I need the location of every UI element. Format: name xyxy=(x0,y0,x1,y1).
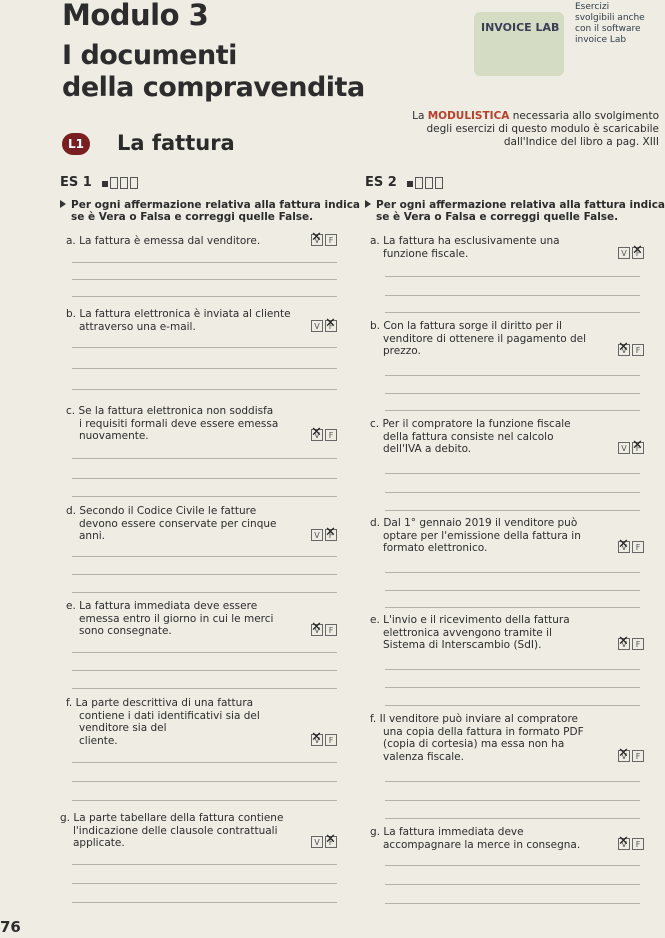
answer-line[interactable] xyxy=(385,865,640,866)
true-false-choice[interactable] xyxy=(311,529,337,541)
answer-line[interactable] xyxy=(72,368,337,369)
answer-line[interactable] xyxy=(385,800,640,801)
esercizi-line: invoice Lab xyxy=(575,35,627,45)
es2-item-text: accompagnare la merce in consegna. xyxy=(383,838,581,851)
modulistica-accent: MODULISTICA xyxy=(427,110,510,122)
es1-item-e xyxy=(66,600,338,638)
false-box[interactable]: F xyxy=(325,624,337,636)
true-false-choice[interactable] xyxy=(311,429,337,441)
es1-item-g xyxy=(60,812,338,850)
true-false-choice[interactable] xyxy=(618,638,644,650)
answer-line[interactable] xyxy=(72,458,337,459)
es2-item-text: della fattura consiste nel calcolo xyxy=(383,430,554,443)
true-false-choice[interactable] xyxy=(618,344,644,356)
answer-line[interactable] xyxy=(385,903,640,904)
es2-item-e xyxy=(370,614,645,652)
answer-line[interactable] xyxy=(385,312,640,313)
es1-item-text: sono consegnate. xyxy=(79,625,172,637)
es1-item-text: contiene i dati identificativi sia del xyxy=(79,709,260,722)
es2-label xyxy=(365,175,443,190)
true-box[interactable]: V ✕ xyxy=(311,624,323,636)
false-box[interactable]: F xyxy=(325,734,337,746)
triangle-icon xyxy=(365,200,371,208)
invoice-lab-logo: INVOICE LAB xyxy=(481,21,560,34)
true-box[interactable]: V ✕ xyxy=(311,234,323,246)
answer-line[interactable] xyxy=(72,556,337,557)
es2-item-text: b. Con la fattura sorge il diritto per il xyxy=(370,320,562,332)
true-false-choice[interactable] xyxy=(618,442,644,454)
es1-item-f xyxy=(66,697,338,747)
es2-item-text: d. Dal 1° gennaio 2019 il venditore può xyxy=(370,517,578,529)
true-false-choice[interactable] xyxy=(311,624,337,636)
es2-instruction-line2: se è Vera o Falsa e correggi quelle False. xyxy=(376,211,619,223)
answer-line[interactable] xyxy=(385,687,640,688)
true-false-choice[interactable] xyxy=(311,734,337,746)
answer-line[interactable] xyxy=(72,347,337,348)
esercizi-note xyxy=(575,2,665,46)
false-box[interactable]: F xyxy=(325,234,337,246)
es2-item-d xyxy=(370,517,645,555)
true-false-choice[interactable] xyxy=(311,836,337,848)
answer-line[interactable] xyxy=(385,607,640,608)
es1-item-d xyxy=(66,505,338,543)
es2-item-text: funzione fiscale. xyxy=(383,247,469,260)
true-box[interactable]: V ✕ xyxy=(618,638,630,650)
answer-line[interactable] xyxy=(385,669,640,670)
true-box[interactable]: V ✕ xyxy=(618,344,630,356)
es1-item-text: i requisiti formali deve essere emessa xyxy=(79,417,279,430)
answer-line[interactable] xyxy=(72,762,337,763)
true-box[interactable]: V xyxy=(618,442,630,454)
answer-line[interactable] xyxy=(72,262,337,263)
es2-item-text: venditore di ottenere il pagamento del xyxy=(383,332,587,345)
es2-item-g xyxy=(370,826,645,851)
answer-line[interactable] xyxy=(385,590,640,591)
false-box[interactable]: F ✕ xyxy=(632,247,644,259)
answer-line[interactable] xyxy=(72,389,337,390)
false-box[interactable]: F ✕ xyxy=(325,836,337,848)
es2-item-text: elettronica avvengono tramite il xyxy=(383,626,552,639)
false-box[interactable]: F xyxy=(632,344,644,356)
es2-item-text: optare per l'emissione della fattura in xyxy=(383,529,581,542)
answer-line[interactable] xyxy=(72,864,337,865)
intro-suffix: necessaria allo svolgimento xyxy=(509,110,659,122)
false-box[interactable]: F xyxy=(632,638,644,650)
es1-item-a xyxy=(66,235,338,248)
false-box[interactable]: F xyxy=(325,429,337,441)
answer-line[interactable] xyxy=(385,705,640,706)
es2-instruction-line1 xyxy=(365,199,665,211)
true-box[interactable]: V ✕ xyxy=(618,541,630,553)
answer-line[interactable] xyxy=(385,781,640,782)
es1-item-text: b. La fattura elettronica è inviata al cliente xyxy=(66,308,291,320)
answer-line[interactable] xyxy=(385,473,640,474)
answer-line[interactable] xyxy=(72,478,337,479)
es1-item-text: venditore sia del xyxy=(79,722,167,734)
answer-line[interactable] xyxy=(72,496,337,497)
es2-item-text: formato elettronico. xyxy=(383,542,488,554)
es1-instruction-text1: Per ogni affermazione relativa alla fattura indica xyxy=(71,199,361,211)
true-box[interactable]: V ✕ xyxy=(311,734,323,746)
answer-line[interactable] xyxy=(72,688,337,689)
section-title: La fattura xyxy=(117,131,235,155)
false-box[interactable]: F xyxy=(632,750,644,762)
es1-item-text: cliente. xyxy=(79,734,118,747)
es1-item-text: anni. xyxy=(79,530,105,542)
module-label: Modulo 3 xyxy=(62,0,209,32)
es2-item-a xyxy=(370,235,645,260)
es2-item-text: dell'IVA a debito. xyxy=(383,443,472,455)
es1-label-text: ES 1 xyxy=(60,175,92,190)
true-false-choice[interactable] xyxy=(618,541,644,553)
es2-item-c xyxy=(370,418,645,456)
es1-item-text: attraverso una e-mail. xyxy=(79,320,196,333)
answer-line[interactable] xyxy=(72,279,337,280)
es2-instruction xyxy=(365,199,665,223)
answer-line[interactable] xyxy=(385,276,640,277)
es1-item-c xyxy=(66,405,338,443)
answer-line[interactable] xyxy=(72,800,337,801)
false-box[interactable]: F xyxy=(632,541,644,553)
answer-line[interactable] xyxy=(385,884,640,885)
es2-item-f xyxy=(370,713,645,763)
es2-item-text: Sistema di Interscambio (SdI). xyxy=(383,639,542,651)
es2-item-b xyxy=(370,320,645,358)
esercizi-line: Esercizi xyxy=(575,2,610,12)
es2-instruction-text1: Per ogni affermazione relativa alla fattura indica xyxy=(376,199,665,211)
answer-line[interactable] xyxy=(385,572,640,573)
es1-item-text: nuovamente. xyxy=(79,430,149,442)
section-badge: L1 xyxy=(62,133,90,155)
page-number: 76 xyxy=(0,918,21,936)
answer-line[interactable] xyxy=(72,781,337,782)
es1-item-text: a. La fattura è emessa dal venditore. xyxy=(66,235,261,247)
difficulty-icon xyxy=(102,177,138,189)
es2-label-text: ES 2 xyxy=(365,175,397,190)
answer-line[interactable] xyxy=(72,670,337,671)
es1-item-b xyxy=(66,308,338,333)
false-box[interactable]: F xyxy=(632,838,644,850)
intro-line-1 xyxy=(364,110,659,123)
es1-label xyxy=(60,175,138,190)
true-box[interactable]: V xyxy=(618,247,630,259)
triangle-icon xyxy=(60,200,66,208)
difficulty-icon xyxy=(407,177,443,189)
answer-line[interactable] xyxy=(72,652,337,653)
es1-instruction xyxy=(60,199,360,223)
page-title-line2: della compravendita xyxy=(62,72,365,103)
es2-item-text: g. La fattura immediata deve xyxy=(370,826,524,838)
answer-line[interactable] xyxy=(385,375,640,376)
answer-line[interactable] xyxy=(385,492,640,493)
es1-item-text: f. La parte descrittiva di una fattura xyxy=(66,697,254,709)
true-box[interactable]: V xyxy=(311,836,323,848)
es2-item-text: f. Il venditore può inviare al compratore xyxy=(370,713,579,725)
es1-item-text: e. La fattura immediata deve essere xyxy=(66,600,258,612)
false-box[interactable]: F ✕ xyxy=(325,320,337,332)
es1-item-text: emessa entro il giorno in cui le merci xyxy=(79,612,274,625)
intro-line-2: degli esercizi di questo modulo è scaricabile xyxy=(426,123,659,135)
answer-line[interactable] xyxy=(385,510,640,511)
true-false-choice[interactable] xyxy=(618,247,644,259)
es2-item-text: prezzo. xyxy=(383,345,421,357)
es1-instruction-line2: se è Vera o Falsa e correggi quelle False. xyxy=(71,211,314,223)
true-false-choice[interactable] xyxy=(618,750,644,762)
es1-item-text: devono essere conservate per cinque xyxy=(79,517,277,530)
true-box[interactable]: V ✕ xyxy=(311,429,323,441)
es1-instruction-line1 xyxy=(60,199,360,211)
true-false-choice[interactable] xyxy=(311,320,337,332)
true-box[interactable]: V xyxy=(311,529,323,541)
answer-line[interactable] xyxy=(72,592,337,593)
es1-item-text: c. Se la fattura elettronica non soddisfa xyxy=(66,405,274,417)
page-title-line1: I documenti xyxy=(62,40,237,71)
answer-line[interactable] xyxy=(72,883,337,884)
true-false-choice[interactable] xyxy=(618,838,644,850)
esercizi-line: svolgibili anche xyxy=(575,13,645,23)
es1-item-text: g. La parte tabellare della fattura contiene xyxy=(60,812,284,824)
answer-line[interactable] xyxy=(72,574,337,575)
false-box[interactable]: F ✕ xyxy=(325,529,337,541)
true-box[interactable]: V xyxy=(311,320,323,332)
es2-item-text: valenza fiscale. xyxy=(383,750,464,763)
false-box[interactable]: F ✕ xyxy=(632,442,644,454)
answer-line[interactable] xyxy=(72,296,337,297)
es2-item-text: c. Per il compratore la funzione fiscale xyxy=(370,418,571,430)
answer-line[interactable] xyxy=(385,818,640,819)
true-box[interactable]: V ✕ xyxy=(618,838,630,850)
answer-line[interactable] xyxy=(385,295,640,296)
answer-line[interactable] xyxy=(385,393,640,394)
true-false-choice[interactable] xyxy=(311,234,337,246)
es1-item-text: l'indicazione delle clausole contrattuali xyxy=(73,824,278,837)
answer-line[interactable] xyxy=(385,410,640,411)
es2-item-text: una copia della fattura in formato PDF xyxy=(383,725,584,738)
es2-item-text: a. La fattura ha esclusivamente una xyxy=(370,235,560,247)
intro-line-3: dall'Indice del libro a pag. XIII xyxy=(503,136,659,148)
es2-item-text: (copia di cortesia) ma essa non ha xyxy=(383,738,565,750)
esercizi-line: con il software xyxy=(575,24,641,34)
es1-item-text: d. Secondo il Codice Civile le fatture xyxy=(66,505,257,517)
es1-item-text: applicate. xyxy=(73,837,125,849)
es2-item-text: e. L'invio e il ricevimento della fattura xyxy=(370,614,570,626)
intro-prefix: La xyxy=(412,110,428,122)
intro-note xyxy=(364,110,659,149)
answer-line[interactable] xyxy=(72,902,337,903)
true-box[interactable]: V ✕ xyxy=(618,750,630,762)
